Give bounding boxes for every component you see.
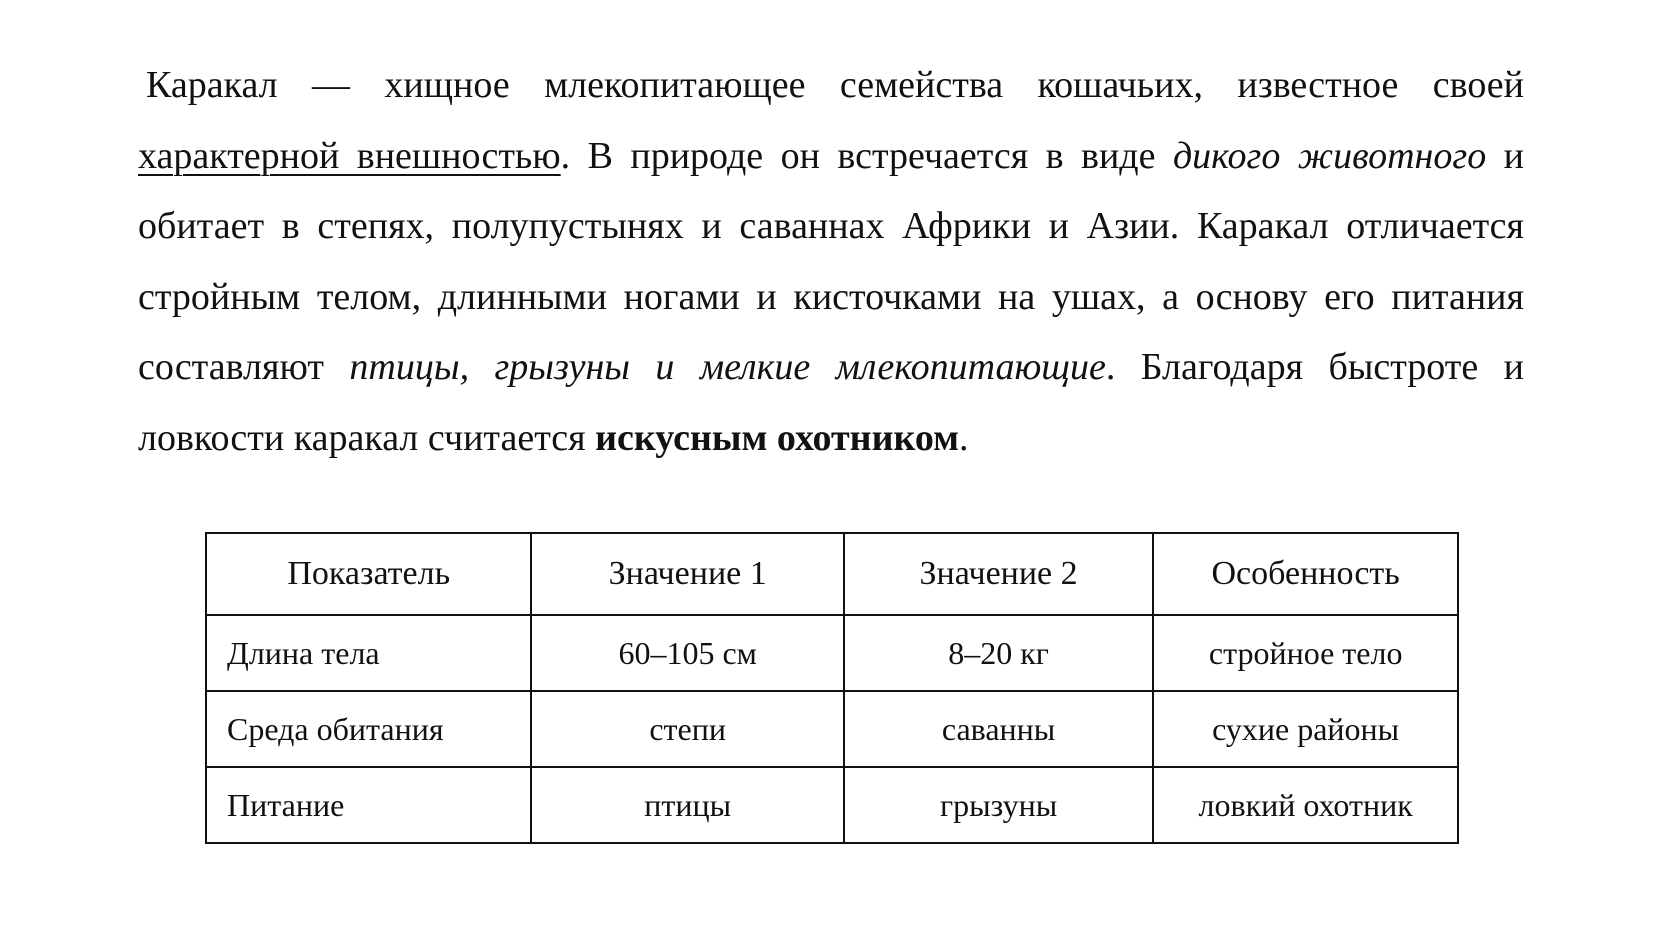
data-table bbox=[205, 532, 1459, 844]
underlined-text: характерной внешностью bbox=[138, 134, 561, 177]
text-segment: . Благодаря быстроте и ловкости каракал считается bbox=[138, 346, 1524, 459]
table-cell: птицы bbox=[531, 767, 843, 843]
table-cell: 8–20 кг bbox=[844, 615, 1153, 691]
header-cell: Значение 2 bbox=[844, 533, 1153, 615]
table-cell: Среда обитания bbox=[206, 691, 531, 767]
header-cell: Показатель bbox=[206, 533, 531, 615]
table-row bbox=[206, 615, 1458, 691]
table-cell: сухие районы bbox=[1153, 691, 1458, 767]
table-cell: ловкий охотник bbox=[1153, 767, 1458, 843]
italic-text: птицы, грызуны и мелкие млекопитающие bbox=[349, 346, 1106, 388]
table-cell: саванны bbox=[844, 691, 1153, 767]
text-segment: Каракал — хищное млекопитающее семейства кошачьих, известное своей bbox=[146, 64, 1524, 106]
text-segment: и обитает в степях, полупустынях и саваннах Африки и Азии. Каракал отличается стройным телом, длинными ногами и кисточками на ушах, а основу его питания составляют bbox=[138, 134, 1524, 388]
bold-text: искусным охотником bbox=[595, 416, 960, 459]
table-cell: 60–105 см bbox=[531, 615, 843, 691]
header-cell: Значение 1 bbox=[531, 533, 843, 615]
table-cell: Длина тела bbox=[206, 615, 531, 691]
text-segment: . bbox=[959, 416, 969, 459]
table-cell: степи bbox=[531, 691, 843, 767]
table-row bbox=[206, 767, 1458, 843]
italic-text: дикого животного bbox=[1172, 134, 1487, 177]
text-segment: . В природе он встречается в виде bbox=[560, 134, 1173, 177]
header-cell: Особенность bbox=[1153, 533, 1458, 615]
body-paragraph bbox=[138, 50, 1524, 473]
table-row bbox=[206, 691, 1458, 767]
table-cell: Питание bbox=[206, 767, 531, 843]
table-cell: грызуны bbox=[844, 767, 1153, 843]
table-cell: стройное тело bbox=[1153, 615, 1458, 691]
table-header-row bbox=[206, 533, 1458, 615]
